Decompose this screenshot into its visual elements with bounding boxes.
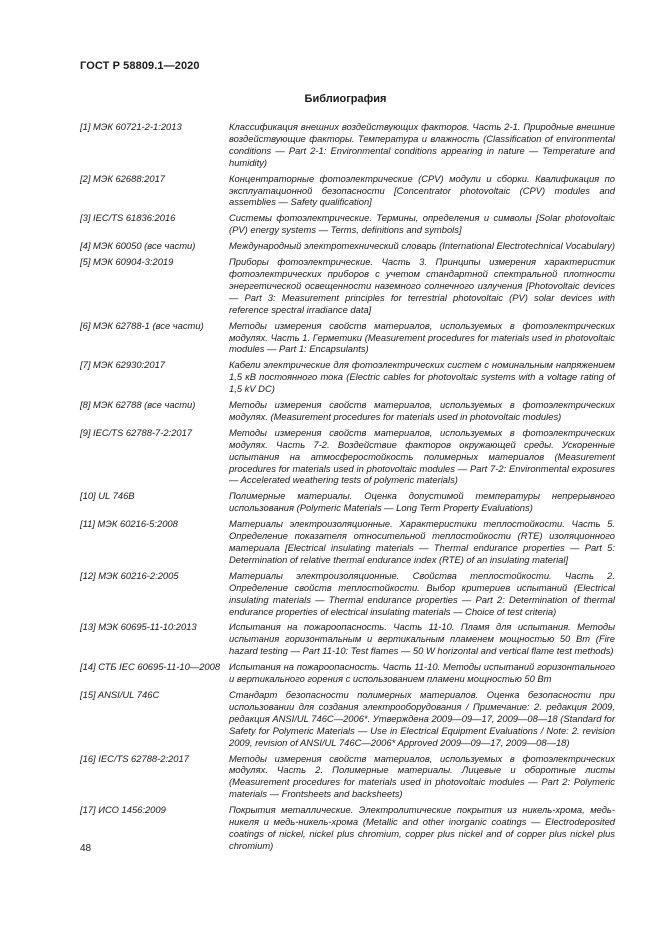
bibliography-list [80,121,615,856]
reference-text: Приборы фотоэлектрические. Часть 3. Принципы измерения характеристик фотоэлектрических приборов с учетом стандартной спектральной плотности энергетической освещенности наземного солнечного излучения [Photovoltaic devices — Part 3: Measurement principles for terrestrial photovoltaic (PV) solar devices with reference spectral irradiance data] [229,256,615,315]
reference-text: Методы измерения свойств материалов, используемых в фотоэлектрических модулях. Часть 1. Герметики (Measurement procedures for materials used in photovoltaic modules — Part 1: Encapsulants) [229,319,615,355]
reference-5 [80,256,615,316]
section-title: Библиография [304,93,387,105]
reference-16 [80,753,615,801]
reference-id: [1] МЭК 60721-2-1:2013 [80,121,182,132]
reference-id: [15] ANSI/UL 746C [80,688,160,700]
reference-text: Испытания на пожароопасность. Часть 11-10. Пламя для испытания. Методы испытания горизонтальным и вертикальным пламенем мощностью 50 Вт (Fire hazard testing — Part 11-10: Test flames — 50 W horizontal and vertical flame test methods) [229,621,615,657]
reference-id: [13] МЭК 60695-11-10:2013 [80,621,197,633]
reference-id: [3] IEC/TS 61836:2016 [80,212,176,224]
reference-text: Системы фотоэлектрические. Термины, определения и символы [Solar photovoltaic (PV) energy systems — Terms, definitions and symbols] [229,212,615,236]
reference-id: [5] МЭК 60904-3:2019 [80,256,174,268]
reference-9 [80,427,615,487]
reference-6 [80,320,615,356]
reference-10 [80,490,615,514]
reference-12 [80,570,615,618]
reference-id: [7] МЭК 62930:2017 [80,359,166,371]
reference-text: Материалы электроизоляционные. Свойства теплостойкости. Часть 2. Определение свойств теплостойкости. Выбор критериев испытаний (Electrical insulating materials — Thermal endurance properties — Part 2: Determination of thermal endurance properties of electrical insulating materials — Choice of test criteria) [229,569,615,617]
reference-text: Полимерные материалы. Оценка допустимой температуры непрерывного использования (Polymeric Materials — Long Term Property Evaluations) [229,490,615,514]
reference-2 [80,173,615,209]
reference-id: [9] IEC/TS 62788-7-2:2017 [80,426,193,438]
reference-id: [11] МЭК 60216-5:2008 [80,518,178,530]
reference-7 [80,359,615,395]
reference-text: Материалы электроизоляционные. Характеристики теплостойкости. Часть 5. Определение показателя относительной теплостойкости (RTE) изоляционного материала [Electrical insulating materials — Thermal endurance properties — Part 5: Determination of relative thermal endurance index (RTE) of an insulating material] [229,518,615,565]
reference-text: Испытания на пожароопасность. Часть 11-10. Методы испытаний горизонтального и вертикального горения с использованием пламени мощностью 50 Вт [229,661,615,685]
reference-8 [80,399,615,423]
reference-id: [4] МЭК 60050 (все части) [80,240,196,252]
reference-14 [80,661,615,685]
reference-text: Методы измерения свойств материалов, используемых в фотоэлектрических модулях. Часть 7-2. Воздействие факторов окружающей среды. Ускоренные испытания на атмосферостойкость полимерных материалов (Measurement procedures for materials used in photovoltaic modules — Part 7-2: Environmental exposures — Accelerated weathering tests of polymeric materials) [229,426,615,486]
reference-id: [10] UL 746B [80,490,135,502]
reference-text: Международный электротехнический словарь (International Electrotechnical Vocabulary) [229,240,615,252]
reference-1 [80,121,615,169]
reference-id: [16] IEC/TS 62788-2:2017 [80,752,189,764]
document-header: ГОСТ Р 58809.1—2020 [80,60,200,72]
reference-11 [80,518,615,566]
reference-15 [80,689,615,749]
reference-13 [80,621,615,657]
reference-id: [12] МЭК 60216-2:2005 [80,569,179,581]
reference-id: [8] МЭК 62788 (все части) [80,399,196,411]
reference-text: Методы измерения свойств материалов, используемых в фотоэлектрических модулях. (Measurement procedures for materials used in photovoltaic modules) [229,399,615,422]
reference-3 [80,212,615,236]
reference-text: Стандарт безопасности полимерных материалов. Оценка безопасности при использовании для создания электрооборудования / Примечание: 2. редакция 2009, редакция ANSI/UL 746C—2006*. Утверждена 2009—09—17, 2009—08—18 (Standard for Safety for Polymeric Materials — Use in Electrical Equipment Evaluations / Note: 2. revision 2009, revision of ANSI/UL 746C—2006* Approved 2009—09—17, 2009—08—18) [229,688,615,748]
reference-id: [17] ИСО 1456:2009 [80,804,166,816]
reference-4 [80,240,615,252]
reference-text: Классификация внешних воздействующих факторов. Часть 2-1. Природные внешние воздействующие факторы. Температура и влажность (Classification of environmental conditions — Part 2-1: Environmental conditions appearing in nature — Temperature and humidity) [229,121,615,168]
reference-id: [14] СТБ IEC 60695-11-10—2008 [80,661,221,673]
page-number: 48 [80,843,92,854]
reference-text: Концентраторные фотоэлектрические (CPV) модули и сборки. Квалификация по эксплуатационной безопасности [Concentrator photovoltaic (CPV) modules and assemblies — Safety qualification] [229,172,615,208]
reference-text: Кабели электрические для фотоэлектрических систем с номинальным напряжением 1,5 кВ постоянного тока (Electric cables for photovoltaic systems with a voltage rating of 1,5 kV DC) [229,359,615,395]
reference-17 [80,804,615,852]
reference-text: Покрытия металлические. Электролитические покрытия из никель-хрома, медь-никеля и медь-никель-хрома (Metallic and other inorganic coatings — Electrodeposited coatings of nickel, nickel plus chromium, copper plus nickel and of copper plus nickel plus chromium) [229,804,615,851]
reference-text: Методы измерения свойств материалов, используемых в фотоэлектрических модулях. Часть 2. Полимерные материалы. Лицевые и оборотные листы (Measurement procedures for materials used in photovoltaic modules — Part 2: Polymeric materials — Frontsheets and backsheets) [229,752,615,800]
reference-id: [2] МЭК 62688:2017 [80,172,166,184]
reference-id: [6] МЭК 62788-1 (все части) [80,319,204,331]
